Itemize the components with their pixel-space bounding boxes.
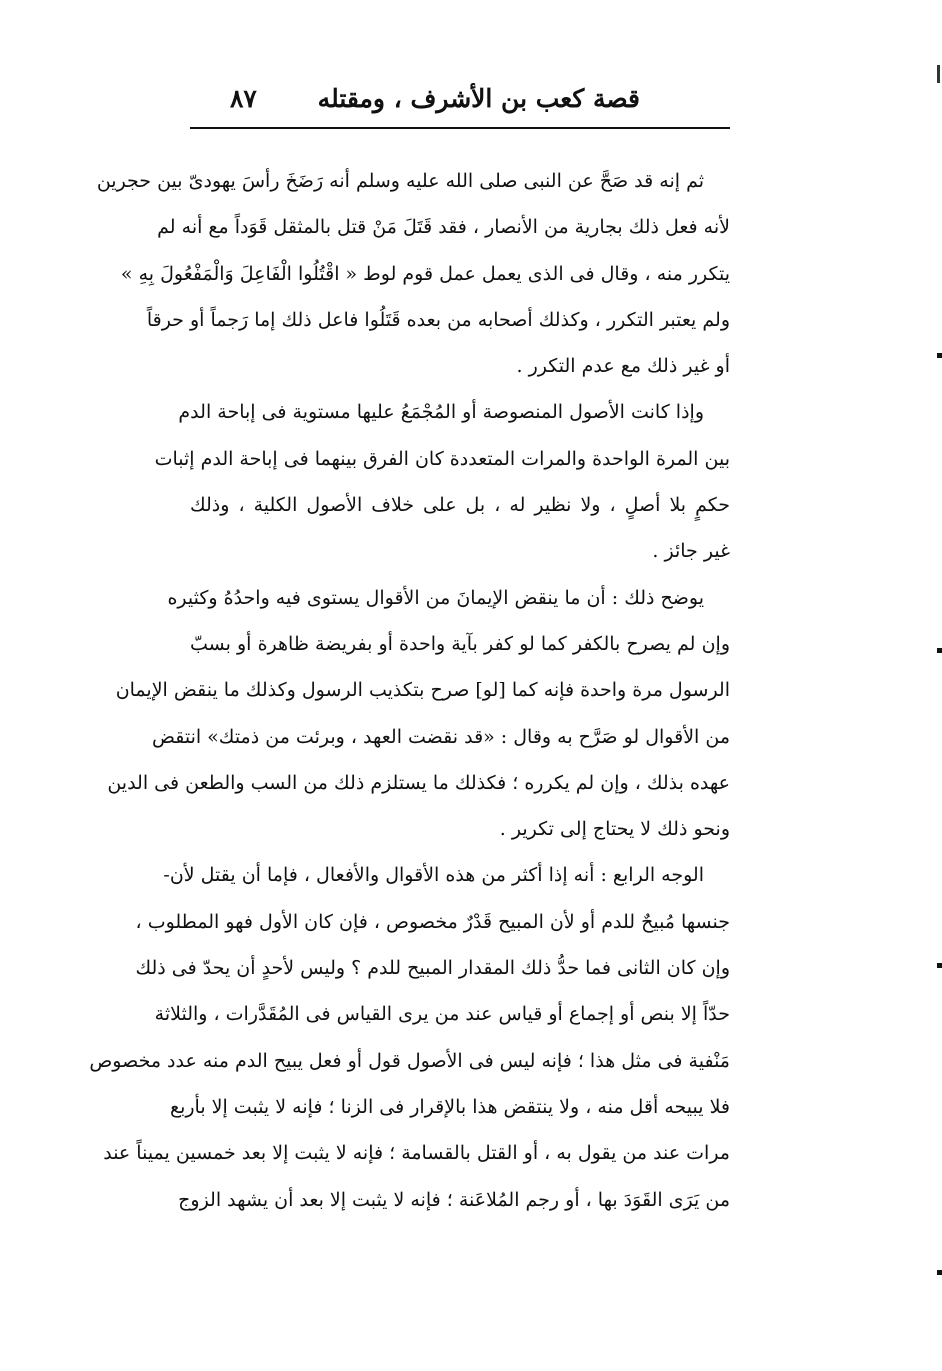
text-line: يتكرر منه ، وقال فى الذى يعمل عمل قوم لوط « اقْتُلُوا الْفَاعِلَ وَالْمَفْعُولَ بِهِ » (120, 262, 730, 285)
paragraph (154, 389, 730, 574)
text-line: حدّاً إلا بنص أو إجماع أو قياس عند من يرى القياس فى المُقَدَّرات ، والثلاثة (154, 1003, 730, 1026)
paragraph (107, 575, 730, 853)
page-number: ٨٧ (230, 84, 257, 113)
margin-dot (937, 648, 942, 653)
text-line: وإن لم يصرح بالكفر كما لو كفر بآية واحدة أو بفريضة ظاهرة أو بسبّ (190, 632, 730, 655)
text-line: بين المرة الواحدة والمرات المتعددة كان الفرق بينهما فى إباحة الدم إثبات (154, 447, 730, 470)
header-rule (190, 127, 730, 129)
text-line: يوضح ذلك : أن ما ينقض الإيمانَ من الأقوال يستوى فيه واحدُهُ وكثيره (167, 586, 704, 609)
text-line: أو غير ذلك مع عدم التكرر . (516, 355, 730, 378)
paragraph (96, 158, 730, 389)
text-line: مَنْفية فى مثل هذا ؛ فإنه ليس فى الأصول قول أو فعل يبيح الدم منه عدد مخصوص (89, 1049, 730, 1072)
text-line: وإن كان الثانى فما حدُّ ذلك المقدار المبيح للدم ؟ وليس لأحدٍ أن يحدّ فى ذلك (135, 957, 730, 980)
page-header (190, 82, 730, 124)
paragraph (89, 852, 730, 1222)
text-line: الوجه الرابع : أنه إذا أكثر من هذه الأقوال والأفعال ، فإما أن يقتل لأن- (163, 864, 704, 887)
text-line: غير جائز . (652, 540, 730, 563)
text-line: مرات عند من يقول به ، أو القتل بالقسامة ؛ فإنه لا يثبت إلا بعد خمسين يميناً عند (103, 1142, 730, 1165)
text-line: ونحو ذلك لا يحتاج إلى تكرير . (499, 818, 730, 841)
text-line: جنسها مُبيحٌ للدم أو لأن المبيح قَدْرٌ مخصوص ، فإن كان الأول فهو المطلوب ، (135, 910, 730, 933)
text-line: الرسول مرة واحدة فإنه كما [لو] صرح بتكذيب الرسول وكذلك ما ينقض الإيمان (115, 679, 730, 702)
margin-dot (937, 1270, 942, 1275)
text-line: حكمٍ بلا أصلٍ ، ولا نظير له ، بل على خلاف الأصول الكلية ، وذلك (190, 494, 730, 517)
text-line: عهده بذلك ، وإن لم يكرره ؛ فكذلك ما يستلزم ذلك من السب والطعن فى الدين (107, 771, 730, 794)
text-line: ثم إنه قد صَحَّ عن النبى صلى الله عليه وسلم أنه رَضَخَ رأسَ يهودىّ بين حجرين (96, 170, 704, 192)
running-title: قصة كعب بن الأشرف ، ومقتله (317, 84, 640, 113)
text-line: فلا يبيحه أقل منه ، ولا ينتقض هذا بالإقرار فى الزنا ؛ فإنه لا يثبت إلا بأربع (169, 1095, 730, 1118)
text-line: لأنه فعل ذلك بجارية من الأنصار ، فقد قَتَلَ مَنْ قتل بالمثقل قَوَداً مع أنه لم (157, 216, 730, 239)
text-line: من الأقوال لو صَرَّح به وقال : «قد نقضت العهد ، وبرئت من ذمتك» انتقض (151, 725, 730, 748)
body-text (89, 158, 730, 1223)
text-line: من يَرَى القَوَدَ بها ، أو رجم المُلاعَنة ؛ فإنه لا يثبت إلا بعد أن يشهد الزوج (178, 1188, 730, 1211)
page-edge-mark (937, 65, 940, 83)
margin-dot (937, 963, 942, 968)
margin-dot (937, 353, 942, 358)
text-line: وإذا كانت الأصول المنصوصة أو المُجْمَعُ عليها مستوية فى إباحة الدم (178, 401, 704, 424)
text-line: ولم يعتبر التكرر ، وكذلك أصحابه من بعده قَتَلُوا فاعل ذلك إما رَجماً أو حرقاً (146, 308, 730, 331)
